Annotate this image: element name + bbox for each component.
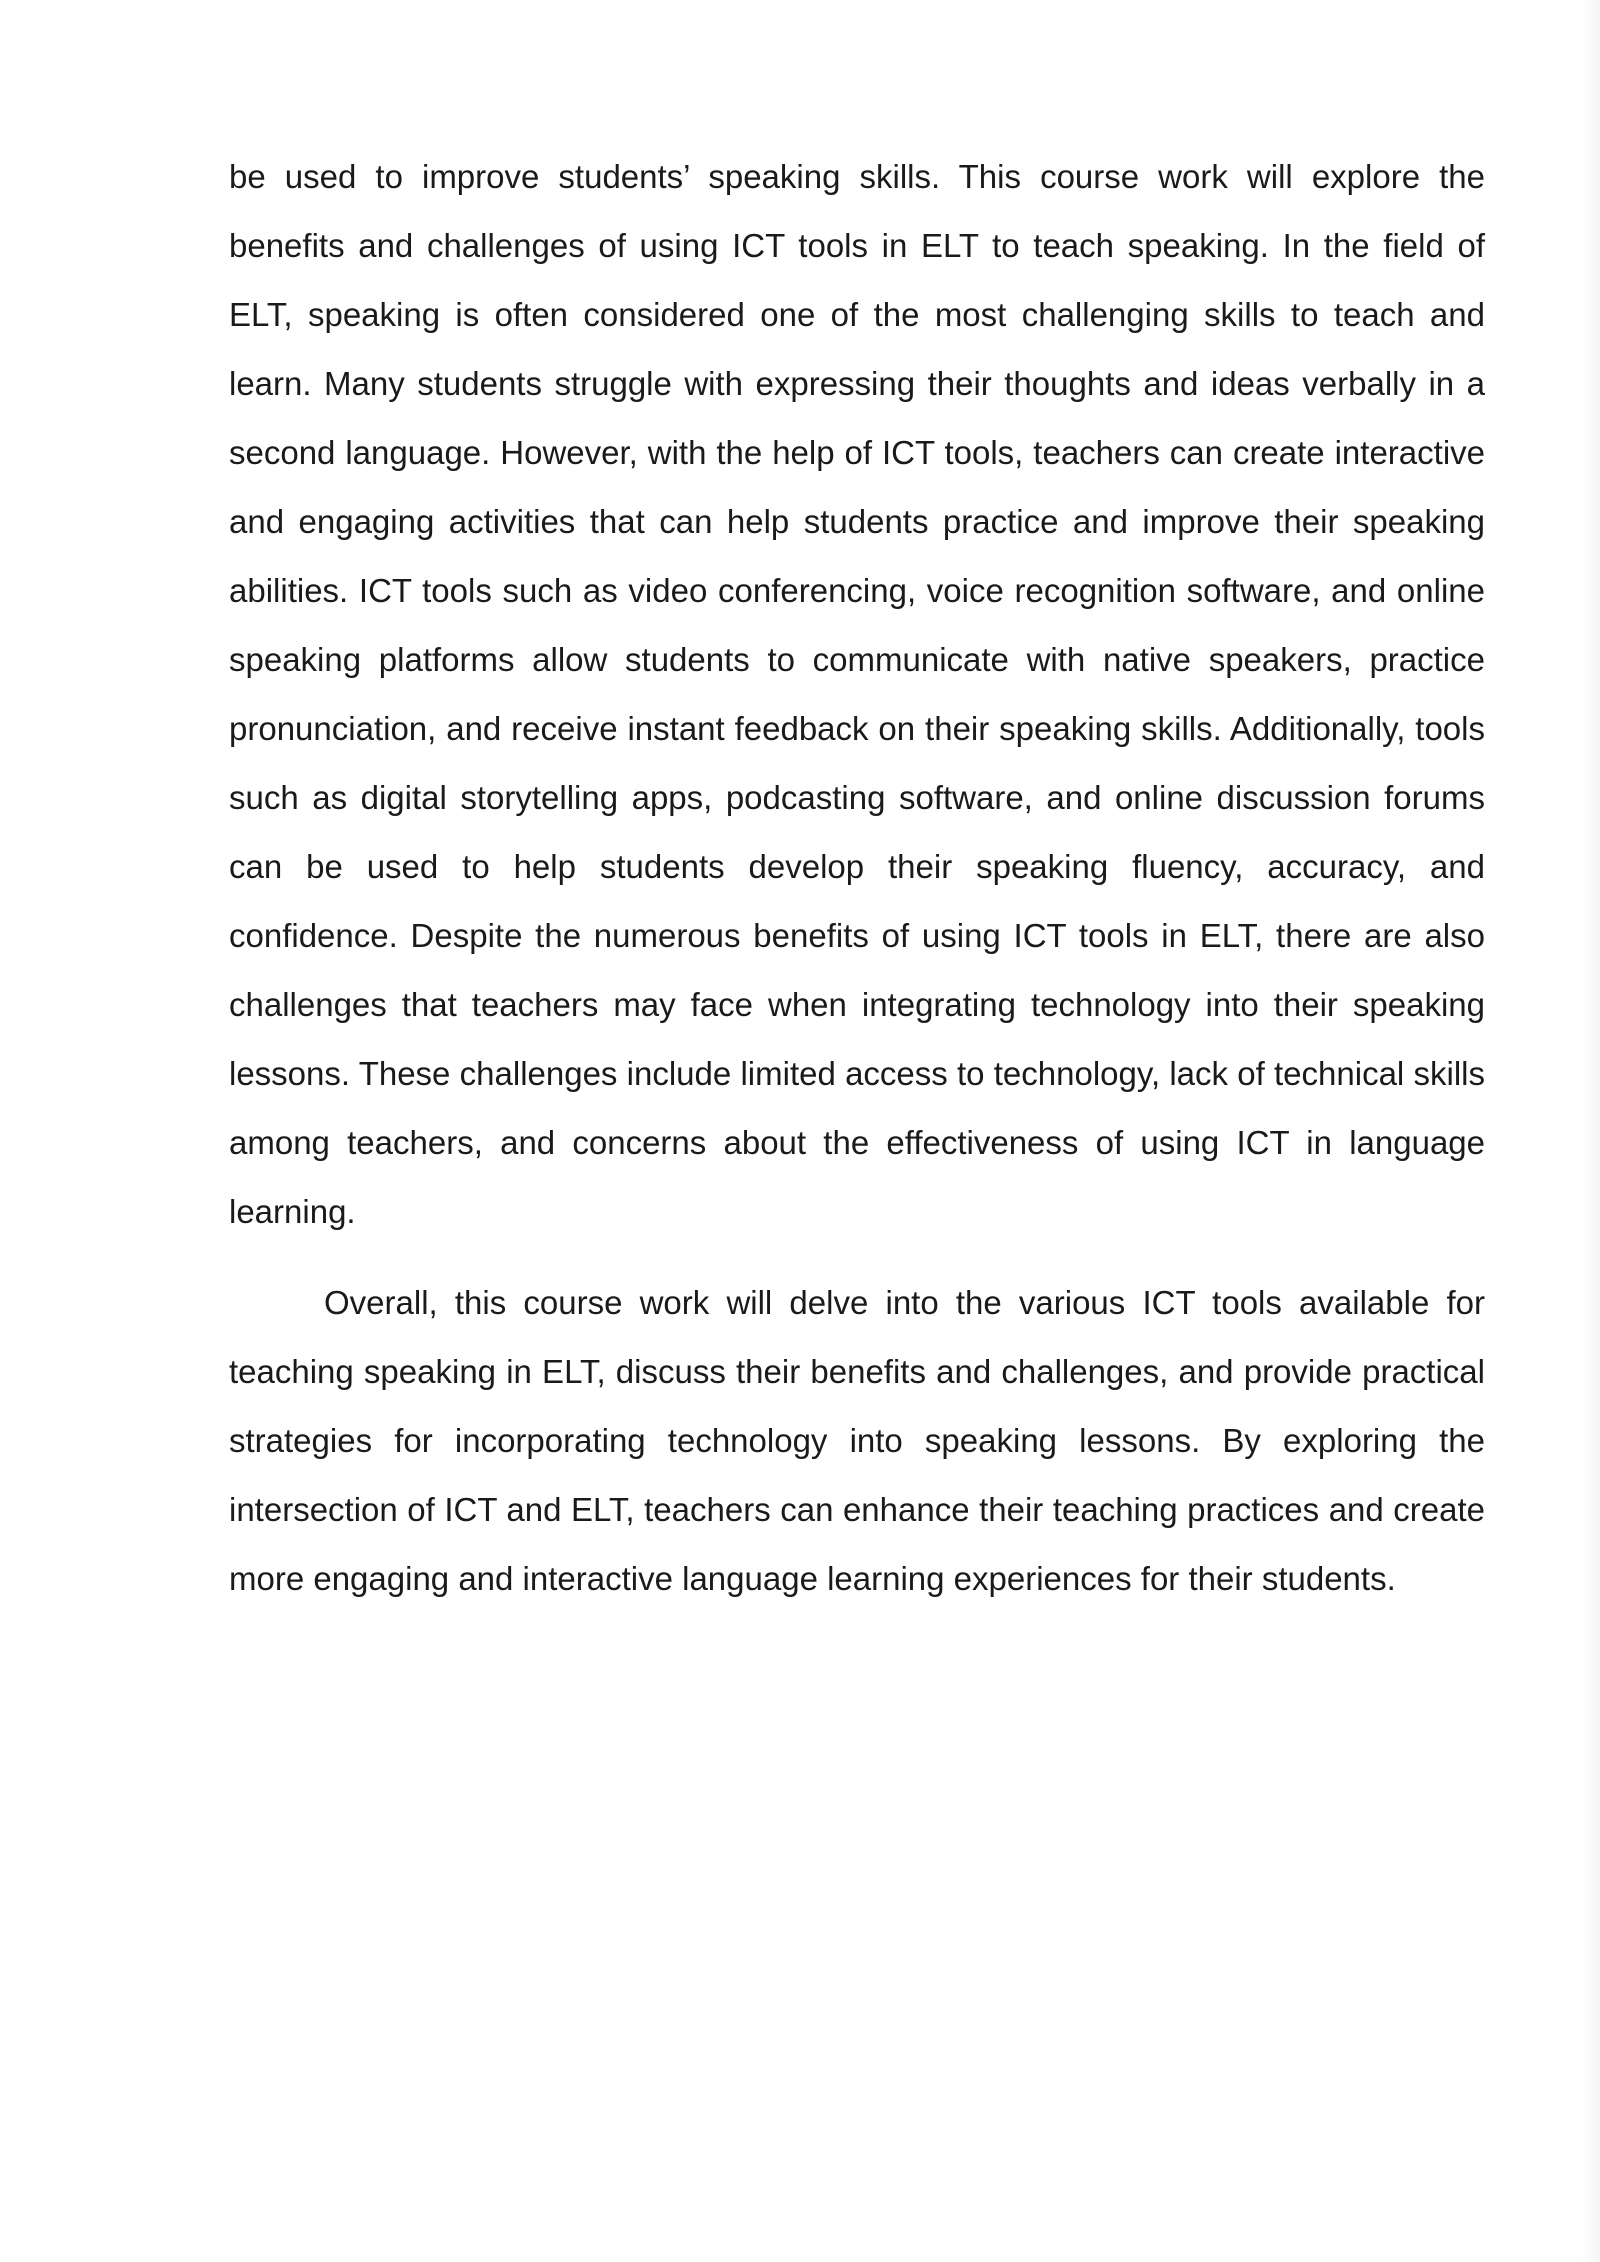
document-body [229, 142, 1485, 1613]
body-paragraph-1: be used to improve students’ speaking skills. This course work will explore the benefits and challenges of using ICT tools in ELT to teach speaking. In the field of ELT, speaking is often considered one of the most challenging skills to teach and learn. Many students struggle with expressing their thoughts and ideas verbally in a second language. However, with the help of ICT tools, teachers can create interactive and engaging activities that can help students practice and improve their speaking abilities. ICT tools such as video conferencing, voice recognition software, and online speaking platforms allow students to communicate with native speakers, practice pronunciation, and receive instant feedback on their speaking skills. Additionally, tools such as digital storytelling apps, podcasting software, and online discussion forums can be used to help students develop their speaking fluency, accuracy, and confidence. Despite the numerous benefits of using ICT tools in ELT, there are also challenges that teachers may face when integrating technology into their speaking lessons. These challenges include limited access to technology, lack of technical skills among teachers, and concerns about the effectiveness of using ICT in language learning. [229, 158, 1485, 1230]
page-edge-shadow [1582, 0, 1600, 2262]
body-paragraph-2: Overall, this course work will delve into the various ICT tools available for teaching speaking in ELT, discuss their benefits and challenges, and provide practical strategies for incorporating technology into speaking lessons. By exploring the intersection of ICT and ELT, teachers can enhance their teaching practices and create more engaging and interactive language learning experiences for their students. [229, 1284, 1485, 1597]
